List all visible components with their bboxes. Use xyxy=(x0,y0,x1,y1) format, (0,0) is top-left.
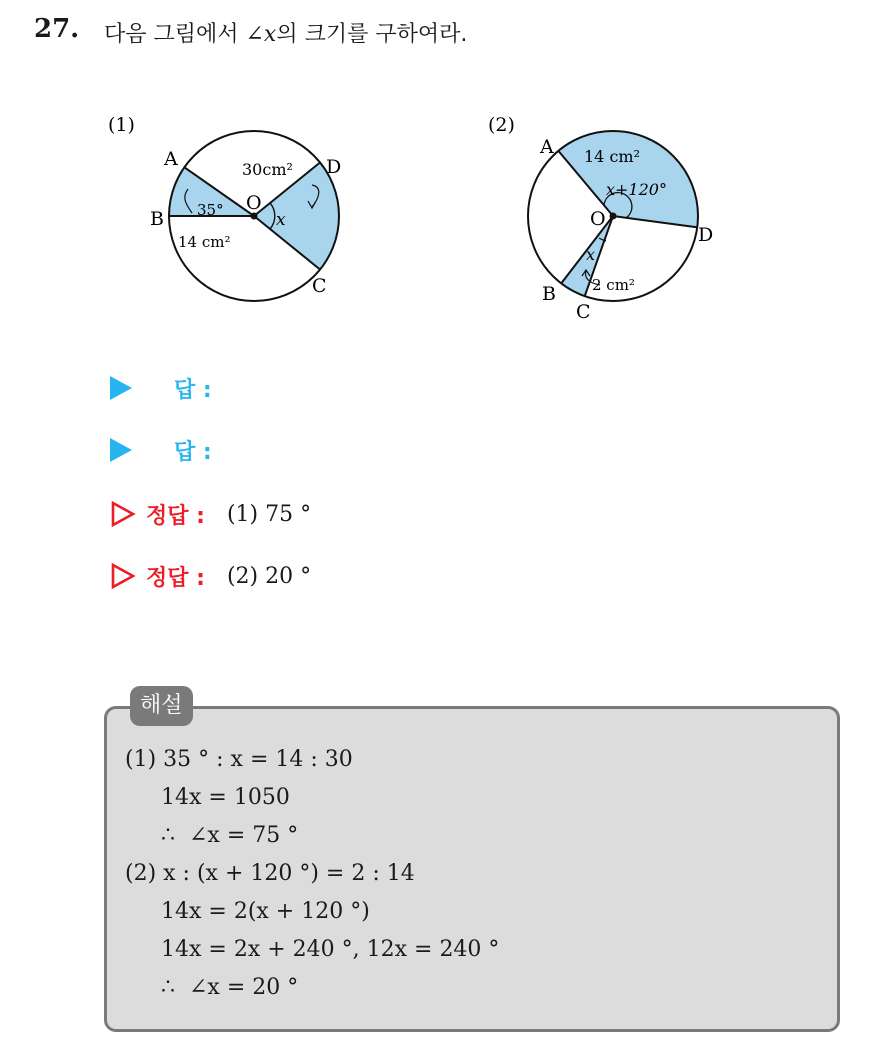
solution-line: ∴ ∠x = 20 ° xyxy=(161,975,299,1000)
fig1-var-x: x xyxy=(276,210,286,230)
answer-row-1 xyxy=(110,370,212,406)
fig1-label: (1) xyxy=(108,114,135,136)
outline-triangle-icon xyxy=(110,501,136,527)
fig1-area-large: 30cm² xyxy=(242,160,293,179)
figure-1 xyxy=(100,105,360,315)
answer-row-2 xyxy=(110,432,212,468)
solution-tag: 해설 xyxy=(130,686,193,726)
fig1-point-a: A xyxy=(164,148,178,170)
correct-row-1 xyxy=(110,496,311,532)
fig1-angle-35: 35° xyxy=(197,201,224,219)
fig1-point-c: C xyxy=(312,275,327,297)
correct-value: (2) 20 ° xyxy=(226,563,312,589)
correct-row-2 xyxy=(110,558,311,594)
fig1-point-o: O xyxy=(246,192,262,214)
solution-line: (1) 35 ° : x = 14 : 30 xyxy=(125,747,353,772)
answer-label: 답 : xyxy=(174,377,212,403)
answer-label: 답 : xyxy=(174,439,212,465)
fig2-area-small: 2 cm² xyxy=(592,276,635,294)
fig2-point-a: A xyxy=(540,136,554,158)
question-text-before: 다음 그림에서 xyxy=(104,22,246,47)
play-triangle-icon xyxy=(110,376,132,400)
fig1-point-d: D xyxy=(326,156,342,178)
fig2-point-c: C xyxy=(576,301,591,323)
solution-line: 14x = 1050 xyxy=(161,785,290,810)
question-number: 27. xyxy=(34,14,80,44)
solution-line: 14x = 2(x + 120 °) xyxy=(161,899,370,924)
fig2-angle-large: x+120° xyxy=(606,180,667,199)
fig1-point-b: B xyxy=(150,208,164,230)
fig1-area-small: 14 cm² xyxy=(178,233,231,251)
fig2-point-d: D xyxy=(698,224,714,246)
fig2-label: (2) xyxy=(488,114,515,136)
correct-label: 정답 : xyxy=(146,565,205,591)
correct-label: 정답 : xyxy=(146,503,205,529)
question-text-after: 의 크기를 구하여라. xyxy=(276,22,468,47)
fig2-point-o: O xyxy=(590,208,606,230)
outline-triangle-icon xyxy=(110,563,136,589)
correct-value: (1) 75 ° xyxy=(226,501,312,527)
fig2-center-dot xyxy=(610,213,617,220)
fig2-point-b: B xyxy=(542,283,556,305)
solution-line: (2) x : (x + 120 °) = 2 : 14 xyxy=(125,861,415,886)
angle-variable: ∠x xyxy=(245,22,277,47)
fig2-var-x: x xyxy=(586,245,596,264)
question-text xyxy=(104,17,467,48)
play-triangle-icon xyxy=(110,438,132,462)
solution-box xyxy=(104,706,840,1032)
figure-2 xyxy=(480,105,740,330)
solution-line: 14x = 2x + 240 °, 12x = 240 ° xyxy=(161,937,500,962)
solution-line: ∴ ∠x = 75 ° xyxy=(161,823,299,848)
fig2-area-large: 14 cm² xyxy=(584,147,640,166)
